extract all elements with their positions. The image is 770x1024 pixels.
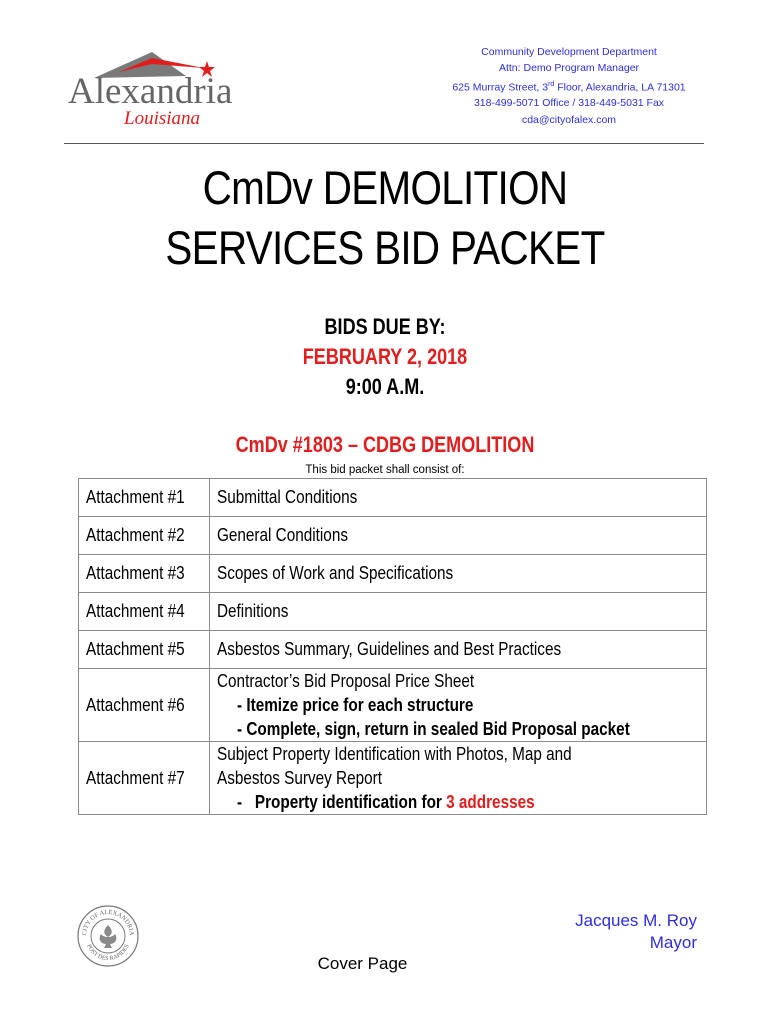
table-row — [79, 555, 707, 593]
logo-wordmark: Alexandria — [68, 71, 233, 112]
mayor-name: Jacques M. Roy — [575, 911, 697, 930]
attention-line: Attn: Demo Program Manager — [498, 62, 640, 75]
attachment-desc: General Conditions — [217, 525, 349, 545]
due-label: BIDS DUE BY: — [324, 314, 446, 339]
due-block — [69, 312, 700, 402]
consist-note: This bid packet shall consist of: — [305, 464, 465, 476]
footer-label: Cover Page — [317, 954, 408, 973]
attachment-desc-cont: Asbestos Survey Report — [217, 768, 383, 788]
alexandria-logo — [64, 48, 234, 130]
attachment-bullet: - Property identification for 3 addresses — [237, 792, 535, 812]
table-row — [79, 631, 707, 669]
table-row — [79, 593, 707, 631]
address-count: 3 addresses — [446, 792, 535, 812]
project-title: CmDv #1803 – CDBG DEMOLITION — [235, 432, 535, 457]
attachment-desc: Asbestos Summary, Guidelines and Best Practices — [217, 639, 562, 659]
attachment-label: Attachment #7 — [86, 767, 185, 788]
attachment-desc: Scopes of Work and Specifications — [217, 563, 454, 583]
department-name: Community Development Department — [481, 46, 657, 58]
fleur-de-lis-icon — [100, 925, 117, 948]
table-row — [79, 517, 707, 555]
seal-top-text: CITY OF ALEXANDRIA — [80, 908, 136, 936]
seal-bottom-text: POST DES RAPIDES — [85, 943, 131, 963]
header-divider — [64, 143, 704, 144]
attachment-label: Attachment #2 — [86, 525, 185, 545]
table-row — [79, 479, 707, 517]
attachment-desc: Subject Property Identification with Photos, Map and — [217, 744, 572, 764]
attachment-bullet: - Complete, sign, return in sealed Bid Proposal packet — [237, 719, 630, 739]
address-line: 625 Murray Street, 3rd Floor, Alexandria, LA 71301 — [452, 80, 686, 94]
contact-block — [410, 44, 728, 128]
attachment-label: Attachment #1 — [86, 487, 185, 507]
table-row — [79, 669, 707, 742]
due-date: FEBRUARY 2, 2018 — [302, 344, 468, 369]
attachment-desc: Definitions — [217, 601, 289, 621]
logo-script: Louisiana — [124, 108, 201, 129]
attachments-table — [78, 478, 707, 815]
attachment-bullet: - Itemize price for each structure — [237, 695, 474, 715]
due-time: 9:00 A.M. — [345, 374, 425, 399]
attachment-label: Attachment #5 — [86, 639, 185, 659]
attachment-label: Attachment #3 — [86, 563, 185, 583]
phone-line: 318-499-5071 Office / 318-449-5031 Fax — [473, 97, 665, 110]
table-row — [79, 742, 707, 815]
signature-block — [575, 910, 697, 954]
attachment-label: Attachment #4 — [86, 601, 185, 621]
attachment-desc: Submittal Conditions — [217, 487, 358, 507]
attachment-desc: Contractor’s Bid Proposal Price Sheet — [217, 671, 475, 691]
mayor-title: Mayor — [649, 933, 697, 952]
page-title: CmDv DEMOLITION SERVICES BID PACKET — [165, 161, 605, 274]
email-line: cda@cityofalex.com — [521, 113, 617, 126]
attachment-label: Attachment #6 — [86, 694, 185, 715]
